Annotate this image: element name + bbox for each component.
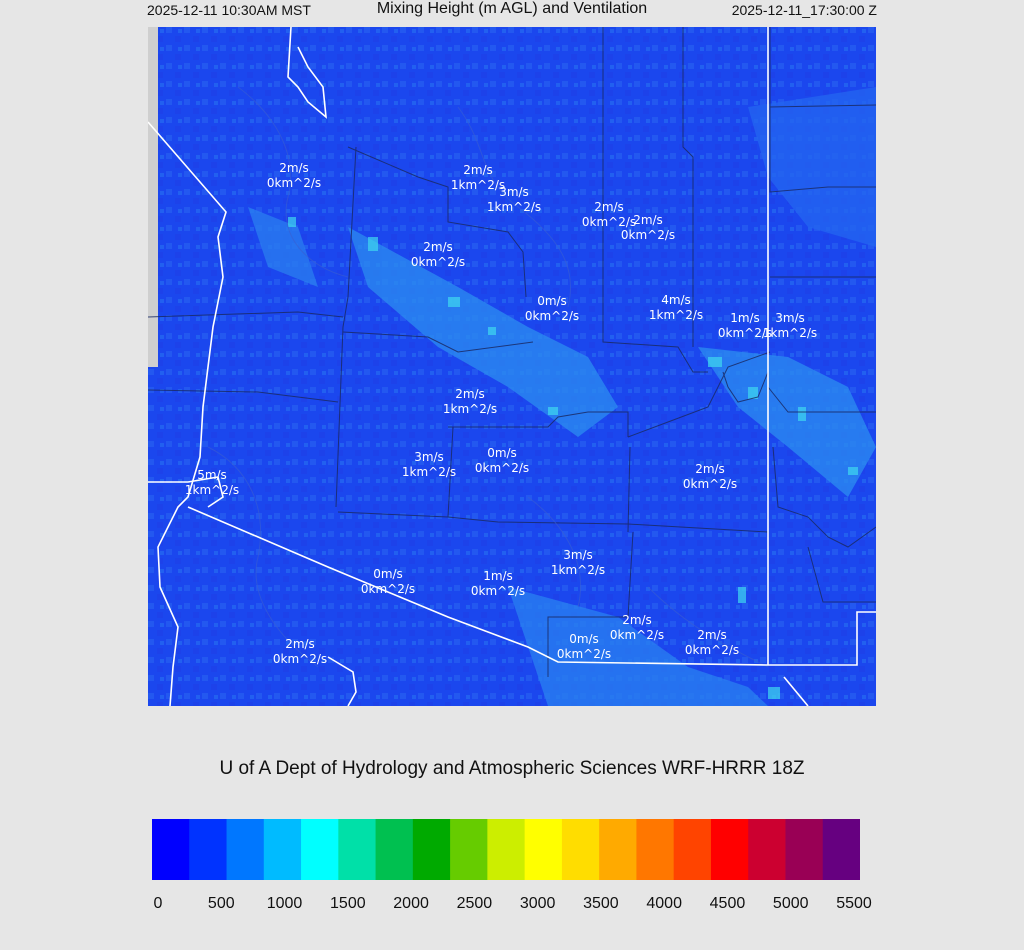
color-scale-segment xyxy=(823,819,860,880)
color-scale-segment xyxy=(450,819,488,880)
wind-speed-label: 2m/s xyxy=(633,213,663,227)
wind-speed-label: 4m/s xyxy=(661,293,691,307)
ventilation-label: 1km^2/s xyxy=(550,563,606,577)
wind-speed-label: 3m/s xyxy=(414,450,444,464)
color-scale-segment xyxy=(525,819,563,880)
no-data-edge xyxy=(148,27,158,367)
color-scale-tick-label: 4500 xyxy=(709,895,746,912)
color-scale-segment xyxy=(487,819,525,880)
color-scale-tick-label: 1500 xyxy=(330,895,366,912)
ventilation-label: 0km^2/s xyxy=(474,461,530,475)
color-scale-bar xyxy=(152,819,860,880)
color-scale-segment xyxy=(674,819,712,880)
ventilation-label: 0km^2/s xyxy=(524,309,580,323)
wind-speed-label: 2m/s xyxy=(423,240,453,254)
color-scale-segment xyxy=(562,819,600,880)
color-scale-tick-label: 3500 xyxy=(583,895,619,912)
color-scale-tick-label: 0 xyxy=(153,895,163,912)
wind-speed-label: 3m/s xyxy=(499,185,529,199)
wind-speed-label: 2m/s xyxy=(285,637,315,651)
wind-speed-label: 0m/s xyxy=(373,567,403,581)
wind-speed-label: 2m/s xyxy=(622,613,652,627)
ventilation-label: 1km^2/s xyxy=(401,465,457,479)
color-scale-segment xyxy=(599,819,637,880)
color-scale-tick-label: 4000 xyxy=(646,895,682,912)
ventilation-label: 0km^2/s xyxy=(682,477,738,491)
wind-speed-label: 0m/s xyxy=(487,446,517,460)
map-canvas xyxy=(148,27,876,706)
ventilation-label: 0km^2/s xyxy=(272,652,328,666)
color-scale-segment xyxy=(785,819,823,880)
valid-time-local: 2025-12-11 10:30AM MST xyxy=(147,2,311,18)
color-scale-segment xyxy=(189,819,227,880)
color-scale-tick-label: 500 xyxy=(207,895,235,912)
color-scale-segment xyxy=(264,819,302,880)
color-scale-segment xyxy=(152,819,190,880)
color-scale-segment xyxy=(711,819,749,880)
color-scale-tick-label: 3000 xyxy=(519,895,556,912)
wind-speed-label: 3m/s xyxy=(775,311,805,325)
ventilation-label: 0km^2/s xyxy=(581,215,637,229)
wind-speed-label: 3m/s xyxy=(563,548,593,562)
map-title: Mixing Height (m AGL) and Ventilation xyxy=(376,0,648,17)
ventilation-label: 0km^2/s xyxy=(684,643,740,657)
wind-speed-label: 2m/s xyxy=(455,387,485,401)
wind-speed-label: 2m/s xyxy=(279,161,309,175)
color-scale-tick-label: 2500 xyxy=(456,895,493,912)
color-scale-segment xyxy=(636,819,674,880)
ventilation-label: 0km^2/s xyxy=(410,255,466,269)
color-scale-segment xyxy=(376,819,414,880)
wind-speed-label: 2m/s xyxy=(594,200,624,214)
ventilation-label: 1km^2/s xyxy=(762,326,818,340)
ventilation-label: 1km^2/s xyxy=(184,483,240,497)
wind-speed-label: 0m/s xyxy=(537,294,567,308)
ventilation-label: 0km^2/s xyxy=(360,582,416,596)
color-scale-segment xyxy=(748,819,786,880)
color-scale-segment xyxy=(301,819,339,880)
wind-speed-label: 0m/s xyxy=(569,632,599,646)
wind-speed-label: 2m/s xyxy=(697,628,727,642)
color-scale-tick-label: 2000 xyxy=(393,895,429,912)
ventilation-label: 0km^2/s xyxy=(266,176,322,190)
wind-speed-label: 1m/s xyxy=(730,311,760,325)
color-scale-segment xyxy=(227,819,265,880)
wind-speed-label: 1m/s xyxy=(483,569,513,583)
wind-speed-label: 5m/s xyxy=(197,468,227,482)
ventilation-label: 0km^2/s xyxy=(556,647,612,661)
ventilation-label: 0km^2/s xyxy=(717,326,773,340)
color-scale-tick-label: 1000 xyxy=(266,895,303,912)
mixing-height-map xyxy=(148,27,876,706)
color-scale-segment xyxy=(338,819,376,880)
ventilation-label: 0km^2/s xyxy=(470,584,526,598)
color-scale-segment xyxy=(413,819,451,880)
ventilation-label: 1km^2/s xyxy=(450,178,506,192)
valid-time-utc: 2025-12-11_17:30:00 Z xyxy=(731,2,877,18)
color-scale-tick-label: 5000 xyxy=(772,895,809,912)
wind-speed-label: 2m/s xyxy=(695,462,725,476)
ventilation-label: 0km^2/s xyxy=(609,628,665,642)
wind-speed-label: 2m/s xyxy=(463,163,493,177)
color-scale-tick-label: 5500 xyxy=(836,895,872,912)
ventilation-label: 0km^2/s xyxy=(620,228,676,242)
model-credit: U of A Dept of Hydrology and Atmospheric Sciences WRF-HRRR 18Z xyxy=(219,758,805,779)
color-scale-ticks xyxy=(0,895,1024,915)
ventilation-label: 1km^2/s xyxy=(648,308,704,322)
ventilation-label: 1km^2/s xyxy=(486,200,542,214)
ventilation-label: 1km^2/s xyxy=(442,402,498,416)
